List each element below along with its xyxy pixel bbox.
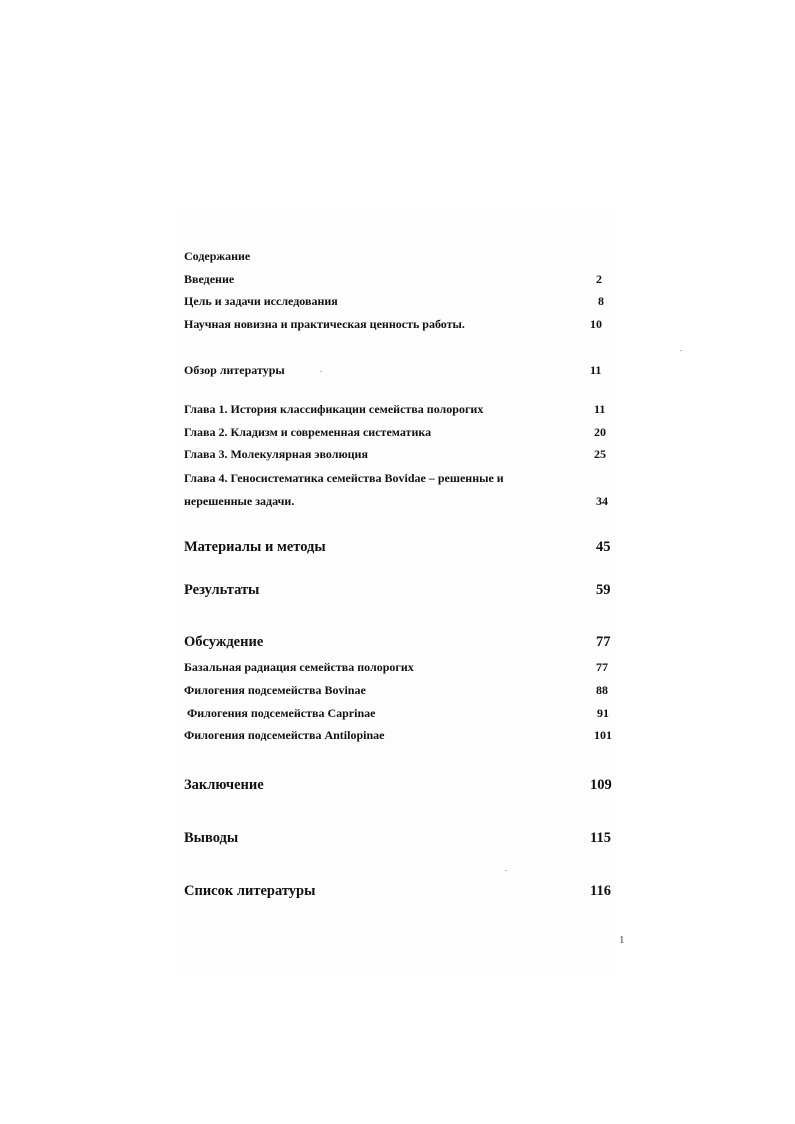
toc-entry-page: 115 — [590, 830, 611, 846]
toc-entry — [184, 272, 624, 287]
toc-heading-text: Содержание — [184, 249, 251, 263]
toc-entry-title: Введение — [184, 272, 235, 286]
toc-entry — [184, 294, 624, 309]
toc-entry-title: Выводы — [184, 830, 239, 846]
toc-entry — [184, 706, 624, 721]
toc-entry — [184, 447, 624, 462]
toc-entry-title: Глава 2. Кладизм и современная систематика — [184, 425, 432, 439]
toc-entry-page: 101 — [594, 728, 612, 742]
toc-entry — [184, 471, 624, 486]
toc-entry-title: Глава 3. Молекулярная эволюция — [184, 447, 368, 461]
toc-entry-page: 88 — [596, 683, 608, 697]
toc-entry-page: 11 — [590, 363, 602, 377]
toc-entry-page: 91 — [597, 706, 609, 720]
toc-entry-title: Результаты — [184, 582, 260, 598]
toc-entry — [184, 402, 624, 417]
toc-entry-page: 109 — [590, 777, 612, 793]
toc-heading — [184, 249, 624, 264]
toc-entry-title: Цель и задачи исследования — [184, 294, 338, 308]
scan-speck — [505, 870, 507, 871]
toc-entry-title: Научная новизна и практическая ценность работы. — [184, 317, 465, 331]
toc-entry — [184, 317, 624, 332]
toc-entry-page: 2 — [596, 272, 602, 286]
toc-entry-page: 77 — [596, 634, 611, 650]
toc-entry — [184, 683, 624, 698]
toc-entry — [184, 425, 624, 440]
toc-entry-title: Заключение — [184, 777, 264, 793]
toc-entry-title: Филогения подсемейства Bovinae — [184, 683, 366, 697]
toc-entry-page: 45 — [596, 539, 611, 555]
toc-entry — [184, 660, 624, 675]
toc-entry — [184, 777, 624, 794]
toc-entry-title: нерешенные задачи. — [184, 494, 295, 508]
toc-entry-title: Обзор литературы — [184, 363, 285, 377]
toc-entry-title: Базальная радиация семейства полорогих — [184, 660, 414, 674]
scan-speck — [320, 371, 322, 372]
toc-entry — [184, 634, 624, 651]
toc-entry-title: Обсуждение — [184, 634, 264, 650]
toc-entry — [184, 830, 624, 847]
toc-entry — [184, 728, 624, 743]
toc-entry-page: 59 — [596, 582, 611, 598]
toc-entry-title: Филогения подсемейства Caprinae — [184, 706, 376, 720]
toc-entry-title: Филогения подсемейства Antilopinae — [184, 728, 385, 742]
toc-entry-title: Глава 4. Геносистематика семейства Bovidae – решенные и — [184, 471, 504, 485]
toc-entry-page: 20 — [594, 425, 606, 439]
toc-entry — [184, 494, 624, 509]
toc-entry-page: 25 — [594, 447, 606, 461]
toc-entry — [184, 582, 624, 599]
toc-entry-title: Глава 1. История классификации семейства полорогих — [184, 402, 484, 416]
toc-entry-page: 8 — [598, 294, 604, 308]
toc-entry — [184, 539, 624, 556]
toc-entry-page: 77 — [596, 660, 608, 674]
toc-entry-page: 34 — [596, 494, 608, 508]
scan-speck — [680, 350, 682, 351]
toc-entry-page: 10 — [590, 317, 602, 331]
toc-entry-title: Материалы и методы — [184, 539, 326, 555]
toc-entry — [184, 883, 624, 900]
toc-entry-page: 116 — [590, 883, 611, 899]
toc-entry-page: 11 — [594, 402, 606, 416]
toc-entry-title: Список литературы — [184, 883, 316, 899]
toc-entry — [184, 363, 624, 378]
page-number: 1 — [619, 934, 625, 946]
